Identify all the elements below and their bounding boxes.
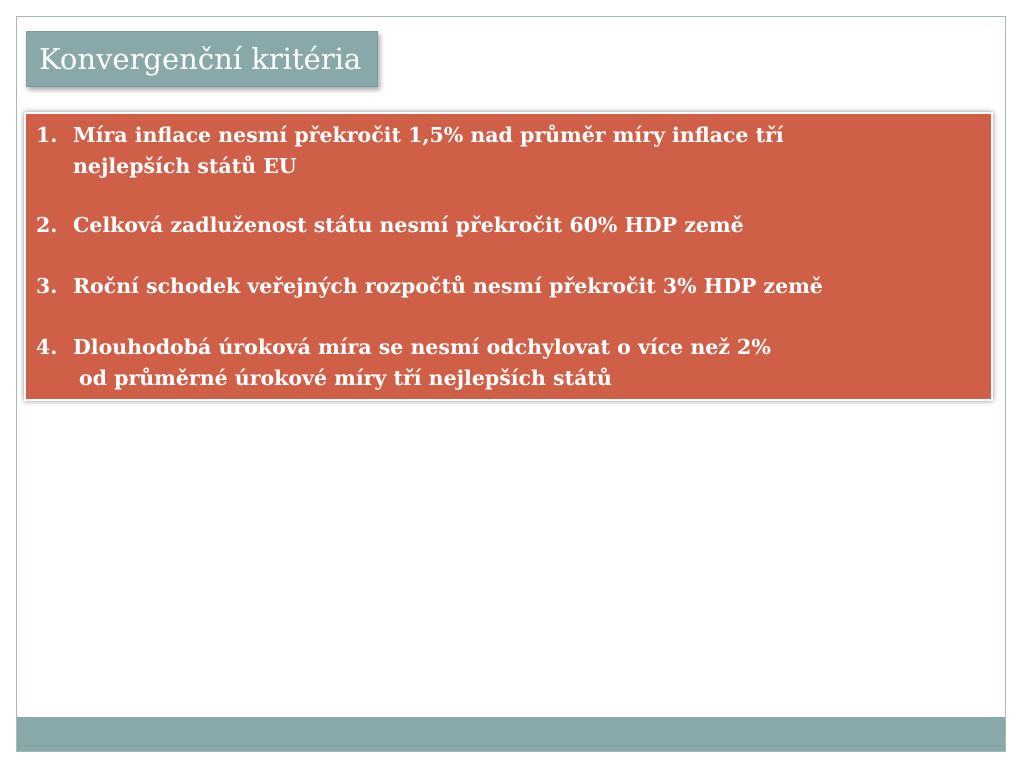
- item-text: Míra inflace nesmí překročit 1,5% nad průměr míry inflace tří: [73, 123, 784, 147]
- slide: [16, 16, 1006, 752]
- footer-bar: [17, 717, 1005, 751]
- item-number: 3.: [36, 274, 58, 298]
- slide-title: Konvergenční kritéria: [26, 31, 378, 87]
- criteria-box: [24, 112, 993, 401]
- list-item: [36, 332, 771, 394]
- item-text: Roční schodek veřejných rozpočtů nesmí překročit 3% HDP země: [73, 274, 823, 298]
- list-item: [36, 210, 744, 241]
- list-item: [36, 120, 784, 182]
- item-number: 2.: [36, 213, 58, 237]
- item-text: Celková zadluženost státu nesmí překročit 60% HDP země: [73, 213, 744, 237]
- item-text-continued: od průměrné úrokové míry tří nejlepších států: [79, 366, 612, 390]
- item-number: 1.: [36, 123, 58, 147]
- item-text: Dlouhodobá úroková míra se nesmí odchylovat o více než 2%: [73, 335, 771, 359]
- item-text-continued: nejlepších států EU: [73, 154, 297, 178]
- list-item: [36, 271, 823, 302]
- item-number: 4.: [36, 335, 58, 359]
